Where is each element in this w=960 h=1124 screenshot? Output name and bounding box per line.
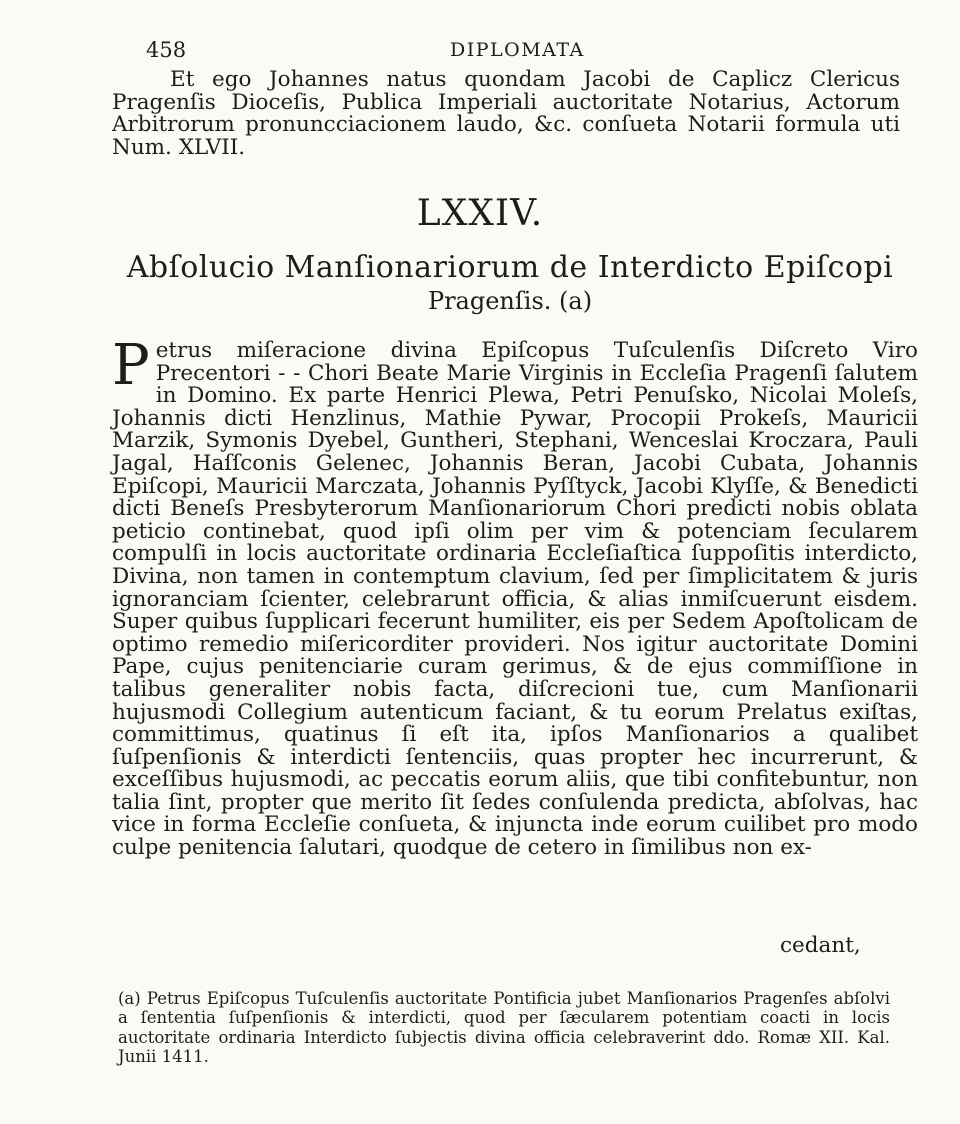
body-paragraph-text: etrus miſeracione divina Epiſcopus Tuſculenſis Diſcreto Viro Precentori - - Chori Beate Marie Virginis in Eccleſia Pragenſi ſalutem in Domino. Ex parte Henrici Plewa, Petri Penuſsko, Nicolai Moleſs, Johannis dicti Henzlinus, Mathie Pywar, Procopii Prokeſs, Mauricii Marzik, Symonis Dyebel, Guntheri, Stephani, Wenceslai Kroczara, Pauli Jagal, Haſſconis Gelenec, Johannis Beran, Jacobi Cubata, Johannis Epiſcopi, Mauricii Marczata, Johannis Pyſſtyck, Jacobi Klyſſe, & Benedicti dicti Beneſs Presbyterorum Manſionariorum Chori predicti nobis oblata peticio continebat, quod ipſi olim per vim & potenciam ſecularem compulſi in locis auctoritate ordinaria Eccleſiaſtica ſuppoſitis interdicto, Divina, non tamen in contemptum clavium, ſed per ſimplicitatem & juris ignoranciam ſcienter, celebrarunt officia, & alias inmiſcuerunt eisdem. Super quibus ſupplicari fecerunt humiliter, eis per Sedem Apoſtolicam de optimo remedio miſericorditer provideri. Nos igitur auctoritate Domini Pape, cujus penitenciarie curam gerimus, & de ejus commiſſione in talibus generaliter nobis facta, diſcrecioni tue, cum Manſionarii hujusmodi Collegium autenticum faciant, & tu eorum Prelatus exiſtas, committimus, quatinus ſi eſt ita, ipſos Manſionarios a qualibet ſuſpenſionis & interdicti ſentenciis, quas propter hec incurrerunt, & exceſſibus hujusmodi, ac peccatis eorum aliis, que tibi confitebuntur, non talia ſint, propter que merito ſit ſedes conſulenda predicta, abſolvas, hac vice in forma Eccleſie conſueta, & injuncta inde eorum cuilibet pro modo culpe penitencia ſalutari, quodque de cetero in ſimilibus non ex- <box>112 338 918 861</box>
footnote-text: (a) Petrus Epiſcopus Tuſculenſis auctoritate Pontificia jubet Manſionarios Pragenſes abſolvi a ſententia ſuſpenſionis & interdicti, quod per ſæcularem potentiam coacti in locis auctoritate ordinaria Interdicto ſubjectis divina officia celebraverint ddo. Romæ XII. Kal. Junii 1411. <box>118 989 890 1066</box>
body-paragraph <box>112 333 918 861</box>
footnote <box>118 989 890 1066</box>
running-head <box>146 38 926 66</box>
drop-cap: P <box>112 333 150 398</box>
closing-word: cedant, <box>780 933 861 958</box>
intro-paragraph: Et ego Johannes natus quondam Jacobi de Caplicz Clericus Pragenſis Dioceſis, Publica Imperiali auctoritate Notarius, Actorum Arbitrorum pronuncciacionem laudo, &c. conſueta Notarii formula uti Num. XLVII. <box>112 67 900 160</box>
article-subtitle: Pragenſis. (a) <box>427 287 593 315</box>
page-number: 458 <box>146 38 187 62</box>
body-section <box>112 333 918 861</box>
running-title: DIPLOMATA <box>450 39 585 61</box>
intro-section <box>112 69 900 159</box>
article-number: LXXIV. <box>416 193 544 234</box>
article-title: Abſolucio Manſionariorum de Interdicto Epiſcopi <box>126 250 894 285</box>
